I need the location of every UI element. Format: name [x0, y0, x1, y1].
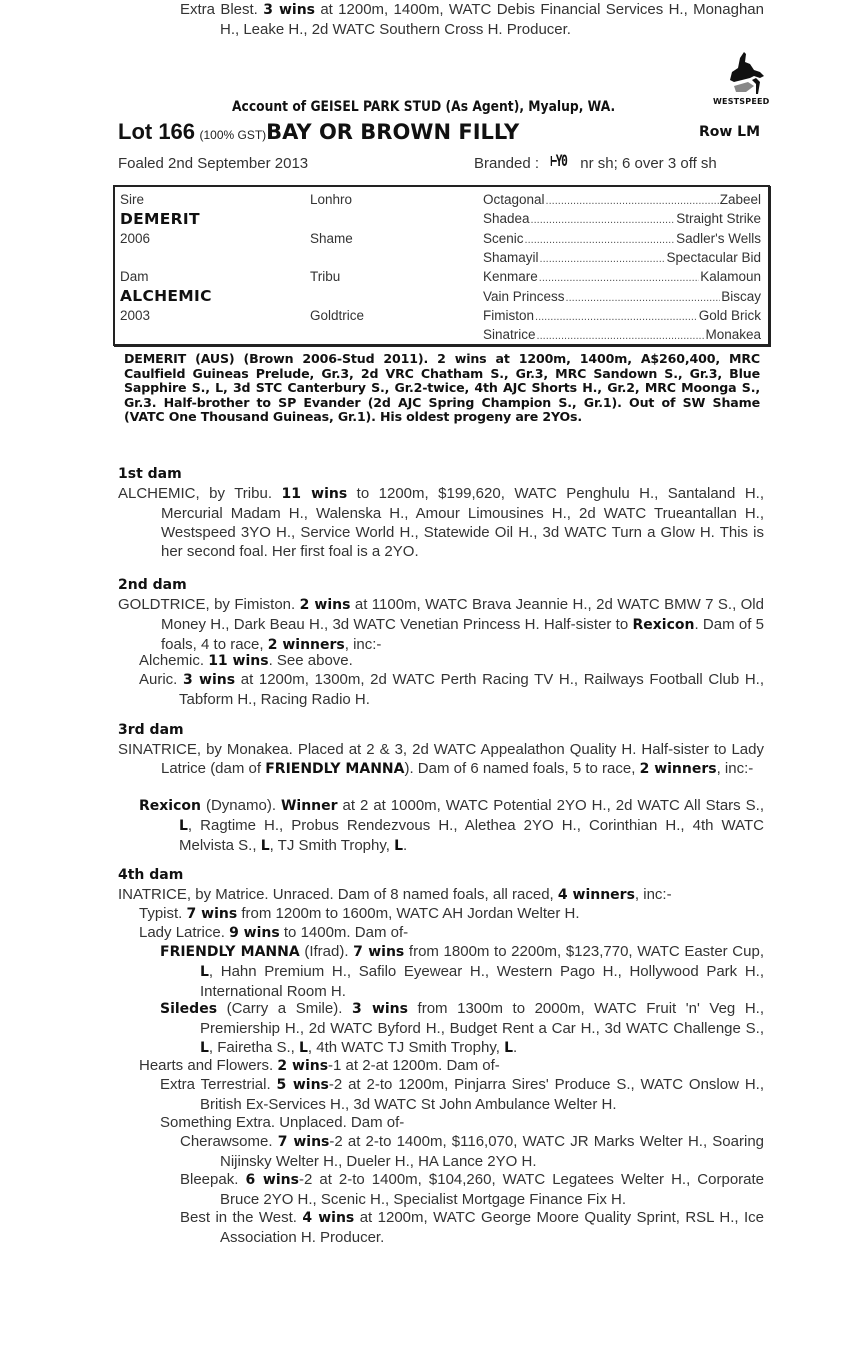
entry-text: Bleepak.: [180, 1171, 246, 1188]
entry-text: ALCHEMIC, by Tribu.: [118, 485, 282, 502]
emphasis-text: 4 winners: [557, 887, 635, 903]
entry-text: , TJ Smith Trophy,: [269, 837, 395, 854]
grandparent-row: [483, 269, 761, 284]
grandparent-left: Kenmare: [483, 269, 538, 284]
brand-info: [474, 151, 717, 172]
entry-text: at 1200m, WATC George Moore Quality Sprint, RSL H., Ice Association H. Producer.: [220, 1209, 765, 1246]
grandparent-row: [483, 231, 761, 246]
emphasis-text: L: [200, 1040, 209, 1056]
dam-entry: [180, 1132, 764, 1171]
grandparent-left: Sinatrice: [483, 327, 536, 342]
foaled-date: Foaled 2nd September 2013: [118, 155, 309, 172]
emphasis-text: 7 wins: [186, 906, 238, 922]
grandparent-row: [483, 308, 761, 323]
grandparent-right: Gold Brick: [698, 308, 761, 323]
entry-text: , inc:-: [344, 636, 382, 653]
entry-text: Typist.: [139, 905, 187, 922]
entry-text: GOLDTRICE, by Fimiston.: [118, 596, 300, 613]
entry-text: , 4th WATC TJ Smith Trophy,: [307, 1039, 505, 1056]
leader-dots: [525, 231, 676, 246]
grandparent-left: Scenic: [483, 231, 524, 246]
emphasis-text: 7 wins: [277, 1134, 330, 1150]
dam-entry: [118, 885, 764, 905]
emphasis-text: 3 wins: [263, 2, 315, 18]
dam-entry: [160, 999, 764, 1058]
entry-text: (Dynamo).: [201, 797, 281, 814]
dam-entry: [139, 670, 764, 709]
leader-dots: [566, 289, 721, 304]
dam-entry: [160, 1113, 764, 1132]
dam-label: Dam: [120, 269, 149, 284]
grandparent-right: Monakea: [705, 327, 761, 342]
grandparent-row: [483, 327, 761, 342]
entry-text: , inc:-: [634, 886, 672, 903]
emphasis-text: L: [200, 964, 209, 980]
sire-label: Sire: [120, 192, 145, 207]
grandparent-left: Vain Princess: [483, 289, 565, 304]
entry-text: (Carry a Smile).: [217, 1000, 352, 1017]
grandparent-right: Spectacular Bid: [666, 250, 761, 265]
emphasis-text: 4 wins: [302, 1210, 355, 1226]
entry-text: , Ragtime H., Probus Rendezvous H., Alethea 2YO H., Corinthian H., 4th WATC Melvista S.,: [179, 817, 764, 854]
logo-wordmark: WESTSPEED: [713, 97, 770, 106]
grandparent-right: Zabeel: [719, 192, 761, 207]
grandparent-left: Shamayil: [483, 250, 539, 265]
entry-text: Something Extra. Unplaced. Dam of-: [160, 1114, 405, 1131]
row-location: Row LM: [698, 124, 760, 140]
gst-note: (100% GST): [199, 128, 267, 142]
dam-entry: [118, 484, 764, 561]
dam-year: 2003: [120, 308, 151, 323]
leader-dots: [540, 250, 666, 265]
entry-text: Hearts and Flowers.: [139, 1057, 278, 1074]
emphasis-text: 5 wins: [276, 1077, 329, 1093]
entry-text: at 1200m, 1300m, 2d WATC Perth Racing TV H., Railways Football Club H., Tabform H., Racing Radio H.: [179, 671, 764, 708]
entry-text: (Ifrad).: [299, 943, 354, 960]
emphasis-text: 11 wins: [281, 486, 348, 502]
grandparent-row: [483, 250, 761, 265]
emphasis-text: L: [298, 1040, 308, 1056]
branded-label: Branded :: [474, 155, 540, 172]
leader-dots: [546, 192, 719, 207]
dam-entry: [139, 1056, 764, 1076]
pedigree-table: [113, 185, 770, 346]
leader-dots: [531, 211, 676, 226]
dam-entry: [139, 796, 764, 856]
dam-dam: Goldtrice: [310, 308, 365, 323]
emphasis-text: FRIENDLY MANNA: [160, 944, 300, 960]
emphasis-text: Rexicon: [632, 617, 695, 633]
dam-entry: [118, 595, 764, 655]
entry-text: to 1200m, $199,620, WATC Penghulu H., Santaland H., Mercurial Madam H., Walenska H., Amour Limousines H., 2d WATC Trueantallan H., Westspeed 3YO H., Service World H., Statewide Oil H., 3d WATC Turn a Glow H. This is her second foal. Her first foal is a 2YO.: [161, 485, 765, 560]
entry-text: . Dam of 5 foals, 4 to race,: [161, 616, 764, 653]
entry-text: -1 at 2-at 1200m. Dam of-: [328, 1057, 500, 1074]
leader-dots: [535, 308, 698, 323]
entry-text: Best in the West.: [180, 1209, 303, 1226]
emphasis-text: Rexicon: [139, 798, 201, 814]
dam-section-title: 3rd dam: [118, 722, 184, 738]
sire-sire: Lonhro: [310, 192, 353, 207]
dam-entry: [139, 651, 764, 671]
dam-entry: [118, 740, 764, 779]
emphasis-text: 9 wins: [229, 925, 280, 941]
entry-text: Extra Terrestrial.: [160, 1076, 277, 1093]
grandparent-row: [483, 192, 761, 207]
lot-description: BAY OR BROWN FILLY: [266, 120, 520, 144]
emphasis-text: L: [260, 838, 270, 854]
entry-text: -2 at 2-to 1200m, Pinjarra Sires' Produce S., WATC Onslow H., British Ex-Services H., 3d WATC St John Ambulance Welter H.: [200, 1076, 764, 1113]
dam-entry: [139, 904, 764, 924]
grandparent-right: Straight Strike: [676, 211, 761, 226]
emphasis-text: L: [394, 838, 404, 854]
vendor-account: Account of GEISEL PARK STUD (As Agent), Myalup, WA.: [232, 99, 616, 115]
emphasis-text: 2 winners: [267, 637, 345, 653]
emphasis-text: 7 wins: [353, 944, 405, 960]
grandparent-row: [483, 211, 761, 226]
entry-text: from 1800m to 2200m, $123,770, WATC Easter Cup,: [404, 943, 764, 960]
entry-text: INATRICE, by Matrice. Unraced. Dam of 8 named foals, all raced,: [118, 886, 558, 903]
entry-text: Lady Latrice.: [139, 924, 230, 941]
emphasis-text: 2 wins: [299, 597, 351, 613]
emphasis-text: 6 wins: [245, 1172, 299, 1188]
dam-sire: Tribu: [310, 269, 341, 284]
leader-dots: [537, 327, 705, 342]
brand-description: nr sh; 6 over 3 off sh: [580, 155, 717, 172]
entry-text: Cherawsome.: [180, 1133, 278, 1150]
entry-text: Auric.: [139, 671, 183, 688]
grandparent-right: Biscay: [721, 289, 761, 304]
dam-entry: [160, 1075, 764, 1114]
entry-text: at 1100m, WATC Brava Jeannie H., 2d WATC BMW 7 S., Old Money H., Dark Beau H., 3d WATC Venetian Princess H. Half-sister to: [161, 596, 764, 633]
grandparent-right: Kalamoun: [700, 269, 761, 284]
emphasis-text: L: [504, 1040, 513, 1056]
entry-text: Alchemic.: [139, 652, 209, 669]
dam-entry: [180, 1208, 764, 1247]
entry-text: .: [403, 837, 408, 854]
emphasis-text: 3 wins: [351, 1001, 408, 1017]
lot-line: [118, 119, 764, 149]
entry-text: from 1200m to 1600m, WATC AH Jordan Welter H.: [237, 905, 580, 922]
entry-text: .: [512, 1039, 518, 1056]
emphasis-text: 2 winners: [639, 761, 717, 777]
emphasis-text: L: [179, 818, 188, 834]
entry-text: to 1400m. Dam of-: [279, 924, 409, 941]
emphasis-text: Siledes: [160, 1001, 218, 1017]
lot-number: Lot 166: [118, 119, 196, 144]
entry-text: , Hahn Premium H., Safilo Eyewear H., Western Pago H., Hollywood Park H., International Room H.: [200, 963, 764, 1000]
sire-name: DEMERIT: [120, 210, 200, 228]
dam-section-title: 2nd dam: [118, 577, 187, 593]
dam-entry: [160, 942, 764, 1001]
dam-section-title: 4th dam: [118, 867, 184, 883]
entry-text: -2 at 2-to 1400m, $104,260, WATC Legatees Welter H., Corporate Bruce 2YO H., Scenic H., Specialist Mortgage Finance Fix H.: [220, 1171, 765, 1208]
emphasis-text: 11 wins: [208, 653, 269, 669]
emphasis-text: 2 wins: [277, 1058, 329, 1074]
entry-text: , inc:-: [716, 760, 754, 777]
sire-year: 2006: [120, 231, 151, 246]
emphasis-text: Winner: [280, 798, 338, 814]
grandparent-row: [483, 289, 761, 304]
entry-text: ). Dam of 6 named foals, 5 to race,: [404, 760, 640, 777]
entry-text: Extra Blest.: [180, 1, 264, 18]
entry-text: . See above.: [268, 652, 353, 669]
grandparent-left: Fimiston: [483, 308, 535, 323]
entry-text: at 1200m, 1400m, WATC Debis Financial Services H., Monaghan H., Leake H., 2d WATC Southern Cross H. Producer.: [220, 1, 764, 38]
grandparent-left: Shadea: [483, 211, 530, 226]
dam-name: ALCHEMIC: [120, 287, 212, 305]
dam-entry: [180, 1170, 764, 1209]
emphasis-text: FRIENDLY MANNA: [265, 761, 405, 777]
leader-dots: [539, 269, 699, 284]
dam-section-title: 1st dam: [118, 466, 182, 482]
dam-entry: [180, 0, 764, 39]
entry-text: -2 at 2-to 1400m, $116,070, WATC JR Marks Welter H., Soaring Nijinsky Welter H., Dueler H., HA Lance 2YO H.: [220, 1133, 765, 1170]
entry-text: , Fairetha S.,: [208, 1039, 299, 1056]
grandparent-right: Sadler's Wells: [676, 231, 761, 246]
brand-mark-icon: ⊢Y0: [550, 151, 567, 170]
entry-text: SINATRICE, by Monakea. Placed at 2 & 3, 2d WATC Appealathon Quality H. Half-sister to Lady Latrice (dam of: [118, 741, 764, 777]
westspeed-logo: [713, 50, 770, 110]
entry-text: at 2 at 1000m, WATC Potential 2YO H., 2d WATC All Stars S.,: [337, 797, 764, 814]
sire-biography: DEMERIT (AUS) (Brown 2006-Stud 2011). 2 wins at 1200m, 1400m, A$260,400, MRC Caulfield Guineas Prelude, Gr.3, 2d VRC Chatham S., Gr.3, MRC Sandown S., Gr.3, Blue Sapphire S., L, 3d STC Canterbury S., Gr.2-twice, 4th AJC Shorts H., Gr.2, MRC Moonga S., Gr.3. Half-brother to SP Evander (2d AJC Spring Champion S., Gr.1). Out of SW Shame (VATC One Thousand Guineas, Gr.1). His oldest progeny are 2YOs.: [124, 351, 760, 424]
emphasis-text: 3 wins: [182, 672, 236, 688]
dam-entry: [139, 923, 764, 943]
entry-text: from 1300m to 2000m, WATC Fruit 'n' Veg H., Premiership H., 2d WATC Byford H., Budget Rent a Car H., 3d WATC Challenge S.,: [200, 1000, 764, 1037]
horse-and-rider-icon: [716, 50, 770, 96]
sire-dam: Shame: [310, 231, 353, 246]
grandparent-left: Octagonal: [483, 192, 545, 207]
